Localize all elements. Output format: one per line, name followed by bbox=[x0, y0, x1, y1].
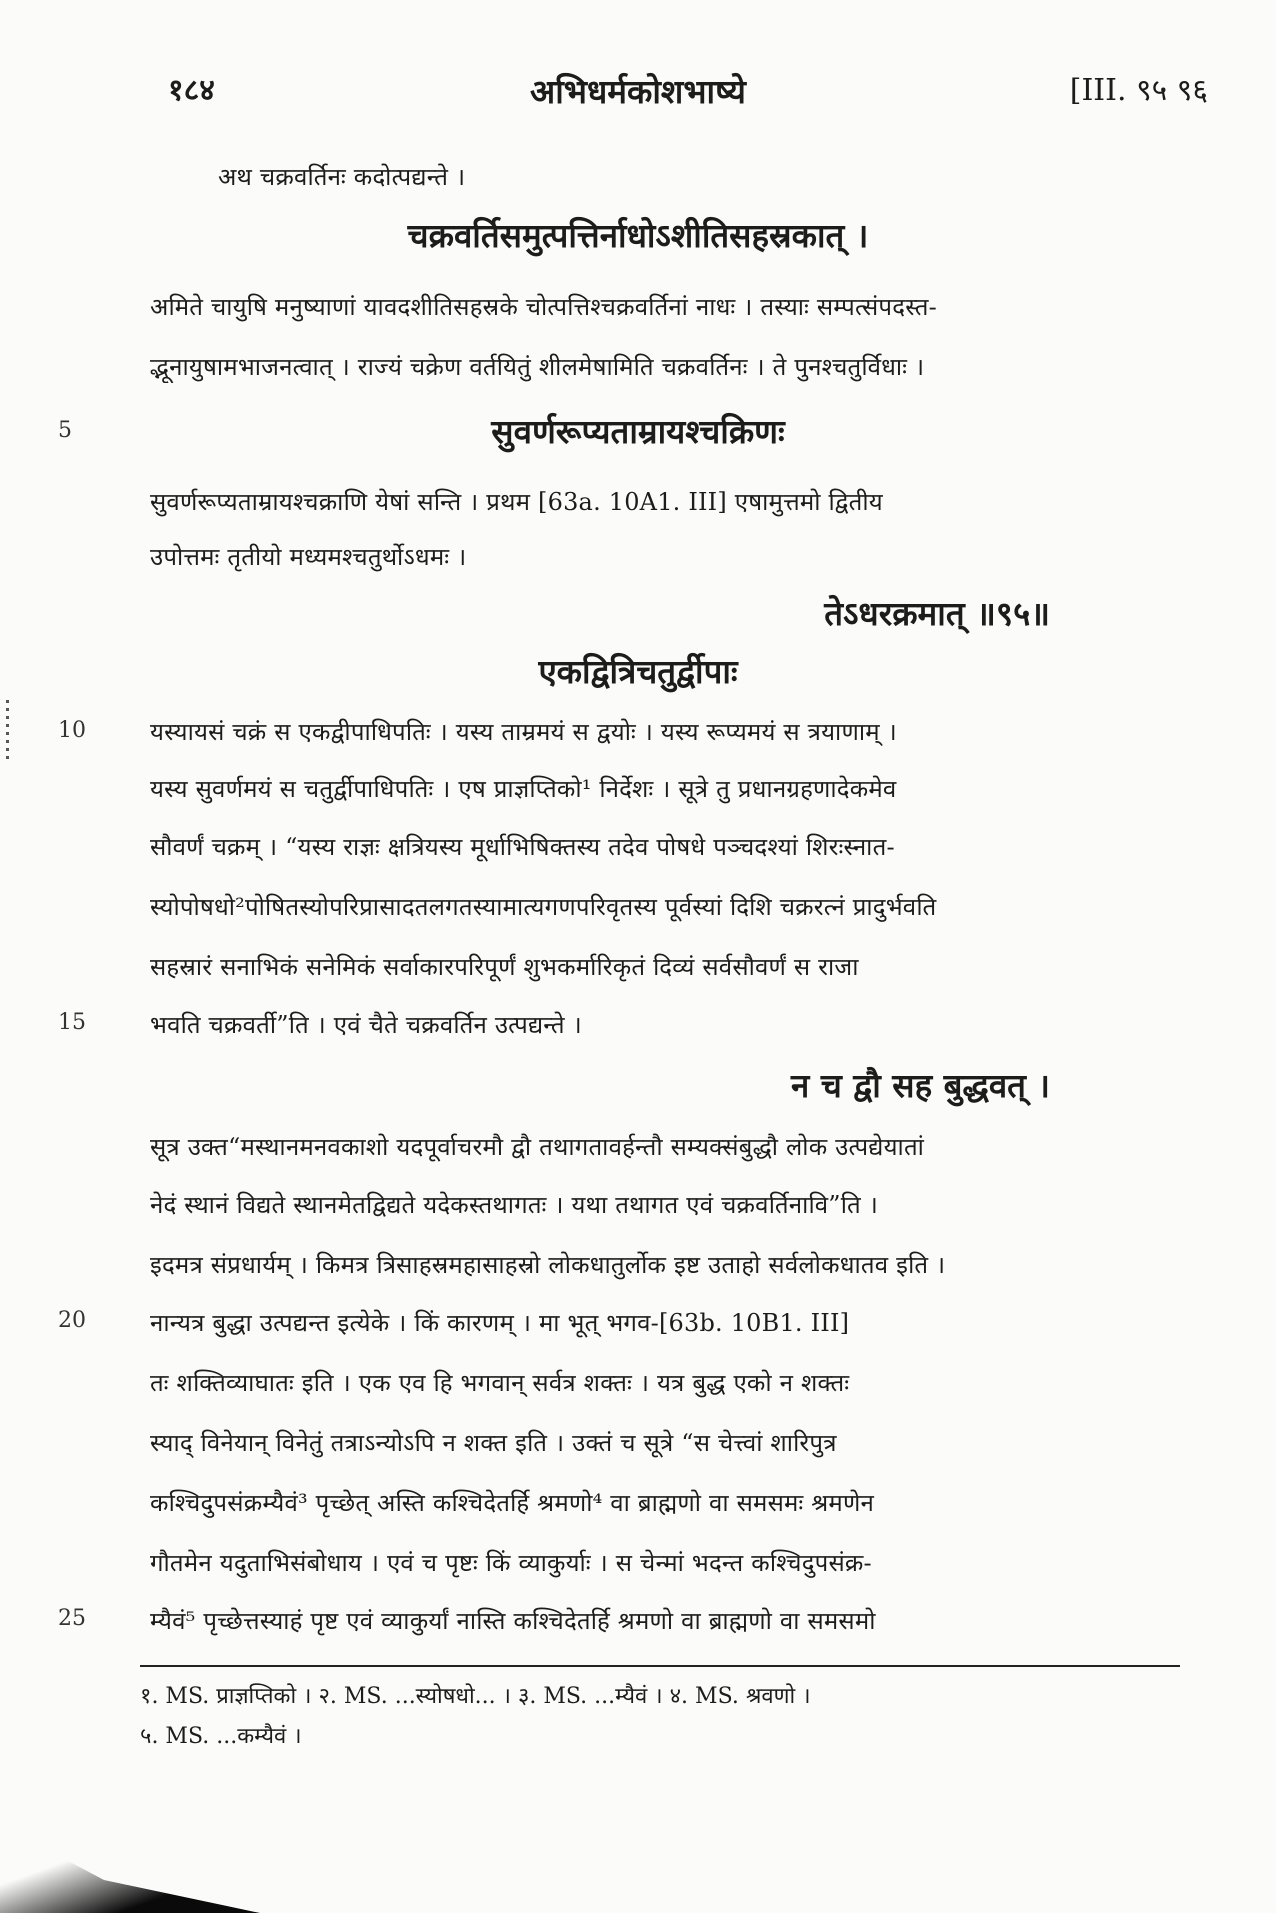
intro-line: अथ चक्रवर्तिनः कदोत्पद्यन्ते । bbox=[218, 163, 466, 191]
text-line: द्भूनायुषामभाजनत्वात् । राज्यं चक्रेण वर्तयितुं शीलमेषामिति चक्रवर्तिनः । ते पुनश्चतुर्विधाः । bbox=[150, 353, 925, 381]
text-line: भवति चक्रवर्ती”ति । एवं चैते चक्रवर्तिन उत्पद्यन्ते । bbox=[150, 1011, 582, 1039]
text-line: गौतमेन यदुताभिसंबोधाय । एवं च पृष्टः किं व्याकुर्याः । स चेन्मां भदन्त कश्चिदुपसंक्र- bbox=[150, 1549, 872, 1577]
text-line: सुवर्णरूप्यताम्रायश्चक्राणि येषां सन्ति । प्रथम [63a. 10A1. III] एषामुत्तमो द्वितीय bbox=[150, 488, 883, 516]
page-number: १८४ bbox=[168, 73, 215, 108]
text-line: सौवर्णं चक्रम् । “यस्य राज्ञः क्षत्रियस्य मूर्धाभिषिक्तस्य तदेव पोषधे पञ्चदश्यां शिरःस्नात- bbox=[150, 833, 895, 861]
text-line: म्यैवं⁵ पृच्छेत्तस्याहं पृष्ट एवं व्याकुर्यां नास्ति कश्चिदेतर्हि श्रमणो वा ब्राह्मणो वा समसमो bbox=[150, 1607, 876, 1635]
page-title: अभिधर्मकोशभाष्ये bbox=[530, 72, 746, 111]
verse-heading: एकद्वित्रिचतुर्द्वीपाः bbox=[538, 652, 738, 691]
line-number: 15 bbox=[58, 1010, 86, 1035]
line-number: 5 bbox=[58, 418, 72, 443]
text-line: नान्यत्र बुद्धा उत्पद्यन्त इत्येके । किं कारणम् । मा भूत् भगव-[63b. 10B1. III] bbox=[150, 1309, 850, 1337]
text-line: सूत्र उक्त“मस्थानमनवकाशो यदपूर्वाचरमौ द्वौ तथागतावर्हन्तौ सम्यक्संबुद्धौ लोक उत्पद्येयातां bbox=[150, 1133, 925, 1161]
text-line: सहस्रारं सनाभिकं सनेमिकं सर्वाकारपरिपूर्णं शुभकर्मारिकृतं दिव्यं सर्वसौवर्णं स राजा bbox=[150, 953, 859, 981]
footnote-divider bbox=[140, 1665, 1180, 1667]
section-reference: [III. ९५ ९६ bbox=[1069, 73, 1208, 108]
text-line: कश्चिदुपसंक्रम्यैवं³ पृच्छेत् अस्ति कश्चिदेतर्हि श्रमणो⁴ वा ब्राह्मणो वा समसमः श्रमणेन bbox=[150, 1489, 875, 1517]
text-line: अमिते चायुषि मनुष्याणां यावदशीतिसहस्रके चोत्पत्तिश्चक्रवर्तिनां नाधः । तस्याः सम्पत्संपदस्त- bbox=[150, 293, 937, 321]
verse-heading: तेऽधरक्रमात् ॥९५॥ bbox=[824, 594, 1050, 633]
footnote-line: ५. MS. ...कम्यैवं । bbox=[140, 1724, 302, 1749]
verse-heading: न च द्वौ सह बुद्धवत् । bbox=[791, 1066, 1050, 1105]
text-line: स्याद् विनेयान् विनेतुं तत्राऽन्योऽपि न शक्त इति । उक्तं च सूत्रे “स चेत्त्वां शारिपुत्र bbox=[150, 1429, 837, 1457]
text-line: स्योपोषधो²पोषितस्योपरिप्रासादतलगतस्यामात्यगणपरिवृतस्य पूर्वस्यां दिशि चक्ररत्नं प्रादुर्भवति bbox=[150, 893, 937, 921]
footnote-line: १. MS. प्राज्ञप्तिको । २. MS. ...स्योषधो... । ३. MS. ...म्यैवं । ४. MS. श्रवणो । bbox=[140, 1684, 811, 1709]
page-header bbox=[0, 68, 1276, 118]
scan-margin-marks bbox=[6, 700, 9, 760]
text-line: उपोत्तमः तृतीयो मध्यमश्चतुर्थोऽधमः । bbox=[150, 543, 467, 571]
line-number: 20 bbox=[58, 1308, 86, 1333]
scan-edge-shadow bbox=[0, 1803, 260, 1913]
verse-heading: सुवर्णरूप्यताम्रायश्चक्रिणः bbox=[491, 412, 785, 451]
text-line: इदमत्र संप्रधार्यम् । किमत्र त्रिसाहस्रमहासाहस्रो लोकधातुर्लोक इष्ट उताहो सर्वलोकधातव इति । bbox=[150, 1251, 946, 1279]
text-line: नेदं स्थानं विद्यते स्थानमेतद्विद्यते यदेकस्तथागतः । यथा तथागत एवं चक्रवर्तिनावि”ति । bbox=[150, 1191, 878, 1219]
line-number: 25 bbox=[58, 1606, 86, 1631]
verse-heading: चक्रवर्तिसमुत्पत्तिर्नाधोऽशीतिसहस्रकात् । bbox=[407, 216, 869, 255]
line-number: 10 bbox=[58, 718, 86, 743]
text-line: यस्यायसं चक्रं स एकद्वीपाधिपतिः । यस्य ताम्रमयं स द्वयोः । यस्य रूप्यमयं स त्रयाणाम् । bbox=[150, 718, 897, 746]
text-line: यस्य सुवर्णमयं स चतुर्द्वीपाधिपतिः । एष प्राज्ञप्तिको¹ निर्देशः । सूत्रे तु प्रधानग्रहणादेकमेव bbox=[150, 775, 897, 803]
text-line: तः शक्तिव्याघातः इति । एक एव हि भगवान् सर्वत्र शक्तः । यत्र बुद्ध एको न शक्तः bbox=[150, 1369, 850, 1397]
